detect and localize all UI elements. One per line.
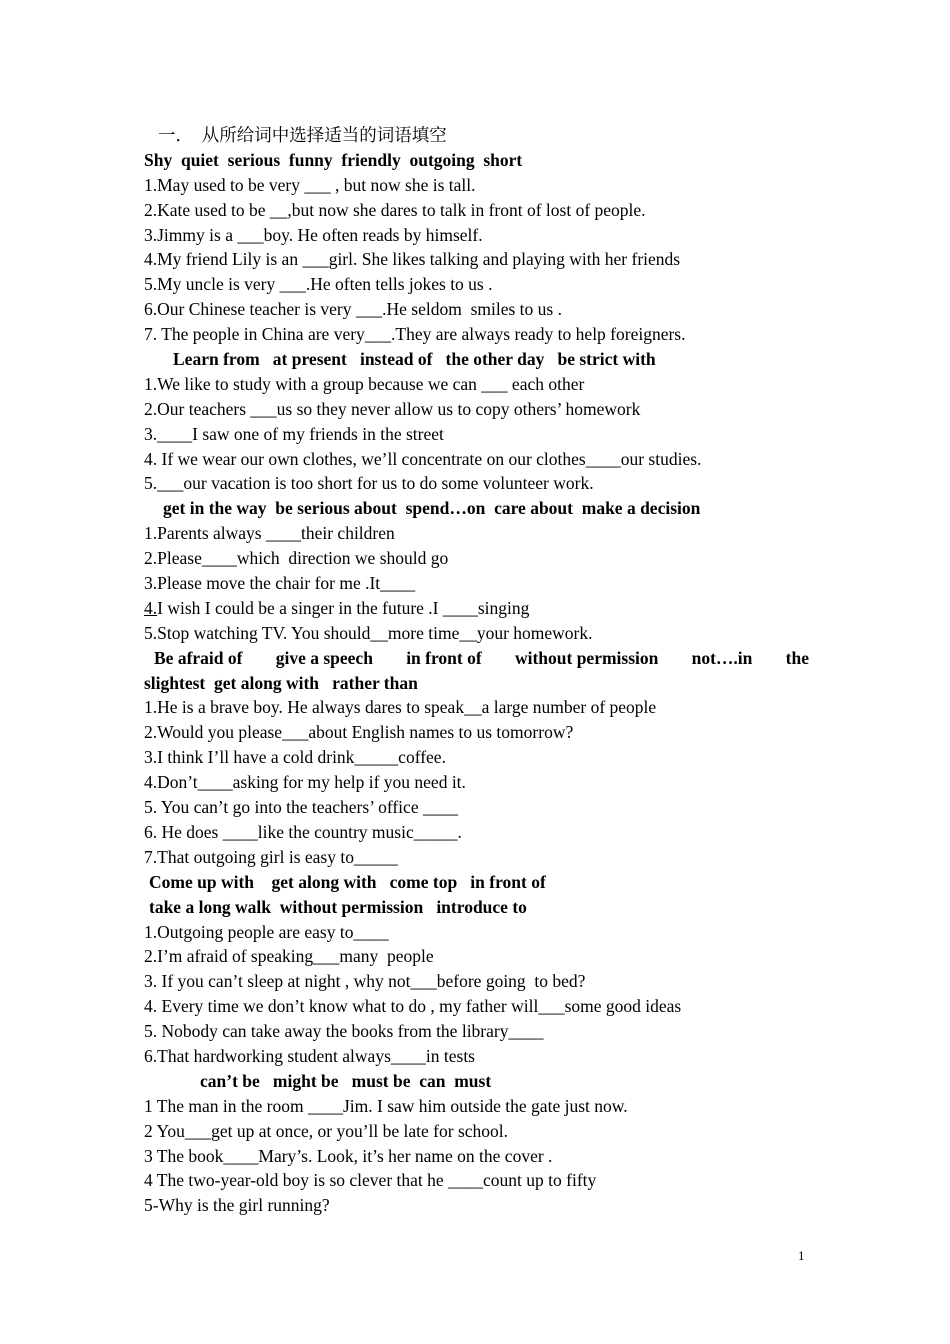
word-item: not….in (691, 647, 753, 668)
word-bank-2: Learn from at present instead of the other day be strict with (173, 349, 656, 370)
exercise-line: 3.____I saw one of my friends in the street (144, 423, 444, 444)
word-item: in front of (406, 647, 482, 668)
word-item: without permission (514, 647, 659, 668)
worksheet-content (144, 123, 809, 1218)
word-bank-6: can’t be might be must be can must (200, 1070, 492, 1091)
exercise-line: 3.Please move the chair for me .It____ (144, 573, 416, 594)
exercise-line (144, 596, 809, 621)
exercise-line: 4. Every time we don’t know what to do , my father will___some good ideas (144, 996, 682, 1017)
word-bank-3: get in the way be serious about spend…on care about make a decision (163, 498, 701, 519)
word-item: the (785, 647, 809, 668)
exercise-line: 5.___our vacation is too short for us to do some volunteer work. (144, 473, 594, 494)
exercise-line: 5-Why is the girl running? (144, 1195, 330, 1216)
exercise-line: 4.My friend Lily is an ___girl. She likes talking and playing with her friends (144, 249, 681, 270)
exercise-line: 2 You___get up at once, or you’ll be late for school. (144, 1120, 509, 1141)
exercise-line: 2.I’m afraid of speaking___many people (144, 946, 434, 967)
exercise-line: 3.Jimmy is a ___boy. He often reads by himself. (144, 224, 483, 245)
exercise-line: 2.Would you please___about English names to us tomorrow? (144, 722, 574, 743)
exercise-line: 7. The people in China are very___.They are always ready to help foreigners. (144, 324, 686, 345)
word-bank-5-continued: take a long walk without permission introduce to (149, 896, 527, 917)
word-item: give a speech (275, 647, 373, 668)
exercise-line: 1.May used to be very ___ , but now she is tall. (144, 174, 476, 195)
exercise-line: 6.That hardworking student always____in tests (144, 1045, 475, 1066)
exercise-line: 2.Please____which direction we should go (144, 548, 449, 569)
exercise-line: 1.He is a brave boy. He always dares to speak__a large number of people (144, 697, 657, 718)
exercise-line: 2.Our teachers ___us so they never allow us to copy others’ homework (144, 398, 641, 419)
exercise-line: 5. Nobody can take away the books from the library____ (144, 1021, 544, 1042)
exercise-line: 7.That outgoing girl is easy to_____ (144, 846, 398, 867)
exercise-line: 3 The book____Mary’s. Look, it’s her name on the cover . (144, 1145, 553, 1166)
exercise-heading: 一． 从所给词中选择适当的词语填空 (158, 125, 447, 145)
page-number: 1 (798, 1248, 805, 1263)
word-bank-4 (144, 646, 809, 671)
word-bank-1: Shy quiet serious funny friendly outgoing short (144, 149, 523, 170)
exercise-line: 1.Outgoing people are easy to____ (144, 921, 389, 942)
exercise-line: 3.I think I’ll have a cold drink_____coffee. (144, 747, 446, 768)
exercise-line: 1.Parents always ____their children (144, 523, 395, 544)
word-bank-5: Come up with get along with come top in front of (149, 871, 546, 892)
exercise-line: 2.Kate used to be __,but now she dares to talk in front of lost of people. (144, 199, 646, 220)
exercise-line: 4. If we wear our own clothes, we’ll concentrate on our clothes____our studies. (144, 448, 702, 469)
exercise-line: 1.We like to study with a group because we can ___ each other (144, 373, 585, 394)
item-text: I wish I could be a singer in the future .I ____singing (157, 597, 530, 618)
word-bank-4-continued: slightest get along with rather than (144, 672, 418, 693)
exercise-line: 6. He does ____like the country music_____. (144, 821, 462, 842)
exercise-line: 5.Stop watching TV. You should__more time__your homework. (144, 622, 593, 643)
word-item: Be afraid of (154, 647, 243, 668)
exercise-line: 3. If you can’t sleep at night , why not___before going to bed? (144, 971, 586, 992)
item-number: 4. (144, 597, 158, 618)
exercise-line: 4 The two-year-old boy is so clever that he ____count up to fifty (144, 1170, 597, 1191)
exercise-line: 5.My uncle is very ___.He often tells jokes to us . (144, 274, 493, 295)
exercise-line: 6.Our Chinese teacher is very ___.He seldom smiles to us . (144, 299, 562, 320)
exercise-line: 4.Don’t____asking for my help if you need it. (144, 772, 466, 793)
exercise-line: 5. You can’t go into the teachers’ office ____ (144, 797, 458, 818)
exercise-line: 1 The man in the room ____Jim. I saw him outside the gate just now. (144, 1095, 628, 1116)
